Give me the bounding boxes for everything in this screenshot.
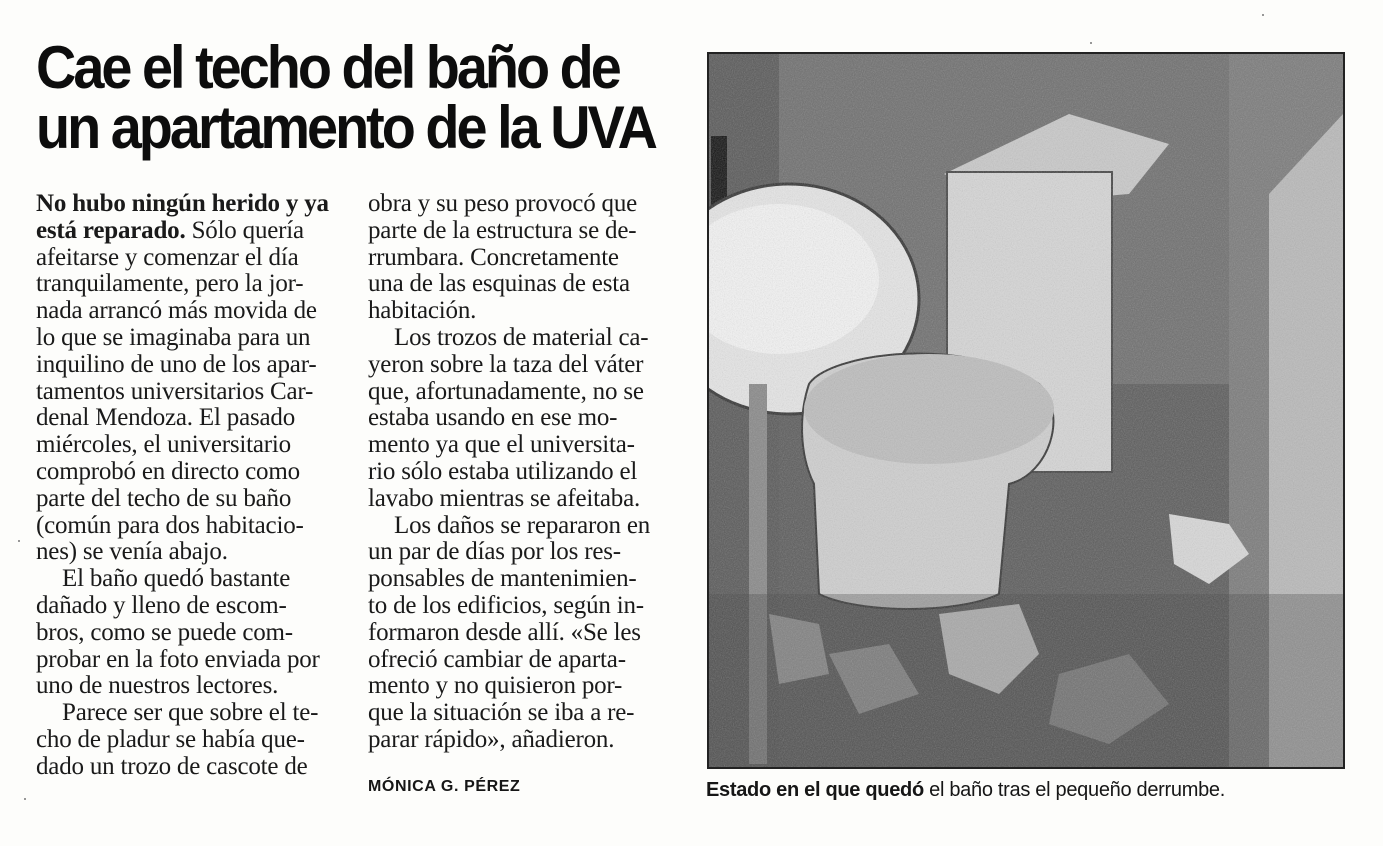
column-line: mento ya que el universita- bbox=[368, 431, 635, 459]
headline bbox=[36, 34, 655, 161]
column-line: (común para dos habitacio- bbox=[36, 511, 304, 539]
column-line: lavabo mientras se afeitaba. bbox=[368, 484, 641, 512]
column-1-line: Sólo quería bbox=[191, 216, 304, 244]
column-line: mento y no quisieron por- bbox=[368, 672, 623, 700]
column-line: Los daños se repararon en bbox=[394, 511, 651, 539]
column-line: parte de la estructura se de- bbox=[368, 216, 637, 244]
column-line: dado un trozo de cascote de bbox=[36, 752, 308, 780]
column-line: que, afortunadamente, no se bbox=[368, 377, 644, 405]
column-line: comprobó en directo como bbox=[36, 457, 300, 485]
caption-text: el baño tras el pequeño derrumbe. bbox=[923, 779, 1225, 801]
article-column-2 bbox=[368, 191, 678, 754]
headline-line-2: un apartamento de la UVA bbox=[36, 94, 655, 161]
column-line: nada arrancó más movida de bbox=[36, 297, 317, 325]
column-line: cho de pladur se había que- bbox=[36, 725, 305, 753]
caption-bold: Estado en el que quedó bbox=[706, 779, 924, 801]
column-line: denal Mendoza. El pasado bbox=[36, 404, 295, 432]
lead-line-1: No hubo ningún herido y ya bbox=[36, 190, 329, 217]
column-line: lo que se imaginaba para un bbox=[36, 323, 311, 351]
column-line: probar en la foto enviada por bbox=[36, 645, 320, 673]
column-line: un par de días por los res- bbox=[368, 538, 621, 566]
column-line: afeitarse y comenzar el día bbox=[36, 243, 299, 271]
column-line: El baño quedó bastante bbox=[62, 565, 291, 593]
column-line: bros, como se puede com- bbox=[36, 618, 293, 646]
column-line: parar rápido», añadieron. bbox=[368, 725, 615, 753]
lead-line-2 bbox=[36, 218, 341, 245]
bathroom-photo bbox=[707, 52, 1345, 769]
column-line: rrumbara. Concretamente bbox=[368, 243, 619, 271]
article-column-1 bbox=[36, 191, 341, 781]
column-line: estaba usando en ese mo- bbox=[368, 404, 618, 432]
column-line: Los trozos de material ca- bbox=[394, 323, 649, 351]
byline: MÓNICA G. PÉREZ bbox=[368, 778, 521, 795]
column-line: ponsables de mantenimien- bbox=[368, 565, 637, 593]
column-line: uno de nuestros lectores. bbox=[36, 672, 279, 700]
column-line: que la situación se iba a re- bbox=[368, 699, 635, 727]
column-line: inquilino de uno de los apar- bbox=[36, 350, 317, 378]
column-line: ofreció cambiar de aparta- bbox=[368, 645, 626, 673]
column-line: tamentos universitarios Car- bbox=[36, 377, 314, 405]
headline-line-1: Cae el techo del baño de bbox=[36, 34, 619, 101]
column-line: habitación. bbox=[368, 297, 477, 325]
column-line: una de las esquinas de esta bbox=[368, 270, 630, 298]
column-line: parte del techo de su baño bbox=[36, 484, 292, 512]
column-line: tranquilamente, pero la jor- bbox=[36, 270, 304, 298]
column-line: dañado y lleno de escom- bbox=[36, 591, 287, 619]
column-line: formaron desde allí. «Se les bbox=[368, 618, 641, 646]
column-line: to de los edificios, según in- bbox=[368, 591, 644, 619]
photo-caption bbox=[706, 779, 1225, 802]
column-line: obra y su peso provocó que bbox=[368, 190, 638, 217]
column-line: miércoles, el universitario bbox=[36, 431, 291, 459]
column-line: yeron sobre la taza del váter bbox=[368, 350, 644, 378]
column-line: Parece ser que sobre el te- bbox=[62, 699, 319, 727]
column-line: nes) se venía abajo. bbox=[36, 538, 228, 566]
lead-line-2-bold: está reparado. bbox=[36, 216, 186, 244]
column-line: rio sólo estaba utilizando el bbox=[368, 457, 638, 485]
